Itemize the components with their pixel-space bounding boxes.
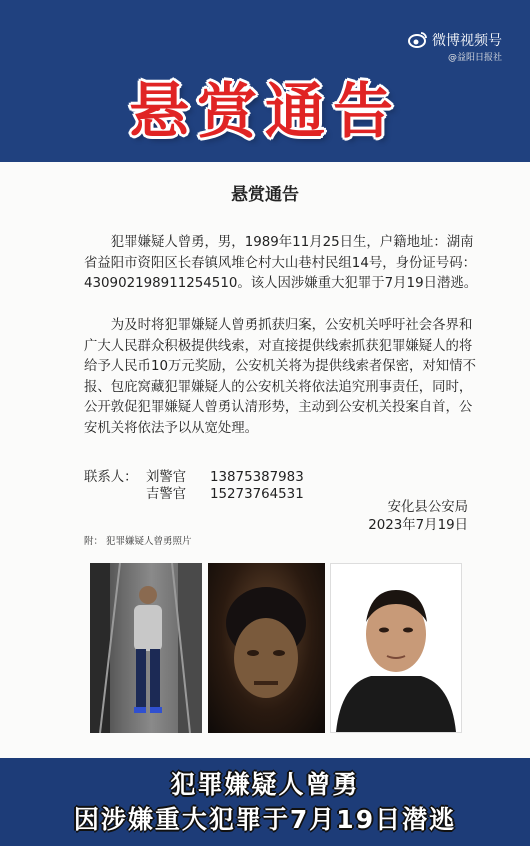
contact-row (84, 469, 304, 486)
caption-line-1: 犯罪嫌疑人曾勇 (170, 770, 360, 799)
contact-block (84, 469, 304, 503)
contact-name: 吉警官 (146, 487, 187, 502)
watermark-logo (408, 30, 502, 50)
contact-row (84, 486, 304, 503)
document-title: 悬赏通告 (231, 185, 299, 205)
suspect-photo-closeup (208, 563, 325, 733)
contact-phone: 13875387983 (210, 470, 304, 485)
watermark-source: @益阳日报社 (447, 53, 502, 63)
contact-label: 联系人： (84, 470, 138, 485)
issuer: 安化县公安局 (387, 500, 468, 515)
issue-date: 2023年7月19日 (368, 518, 468, 533)
suspect-photo-id (330, 563, 462, 733)
caption-line-2: 因涉嫌重大犯罪于7月19日潜逃 (73, 805, 457, 834)
watermark-brand: 微博视频号 (432, 33, 502, 49)
weibo-icon (408, 30, 428, 50)
suspect-photo-surveillance (90, 563, 202, 733)
banner-title: 悬赏通告 (129, 77, 401, 147)
paragraph-suspect-info: 犯罪嫌疑人曾勇，男，1989年11月25日生，户籍地址：湖南省益阳市资阳区长春镇风堆仑村大山巷村民组14号，身份证号码：430902198911254510。该人因涉嫌重大犯罪于7月19日潜逃。 (84, 235, 478, 291)
signature-block (368, 499, 468, 535)
attachment-note: 附： 犯罪嫌疑人曾勇照片 (84, 536, 192, 547)
contact-phone: 15273764531 (210, 487, 304, 502)
contact-name: 刘警官 (146, 470, 187, 485)
paragraph-reward: 为及时将犯罪嫌疑人曾勇抓获归案，公安机关呼吁社会各界和广大人民群众积极提供线索，对直接提供线索抓获犯罪嫌疑人的将给予人民币10万元奖励，公安机关将为提供线索者保密，对知情不报、包庇窝藏犯罪嫌疑人的公安机关将依法追究刑事责任，同时，公开敦促犯罪嫌疑人曾勇认清形势，主动到公安机关投案自首，公安机关将依法予以从宽处理。 (84, 318, 476, 436)
